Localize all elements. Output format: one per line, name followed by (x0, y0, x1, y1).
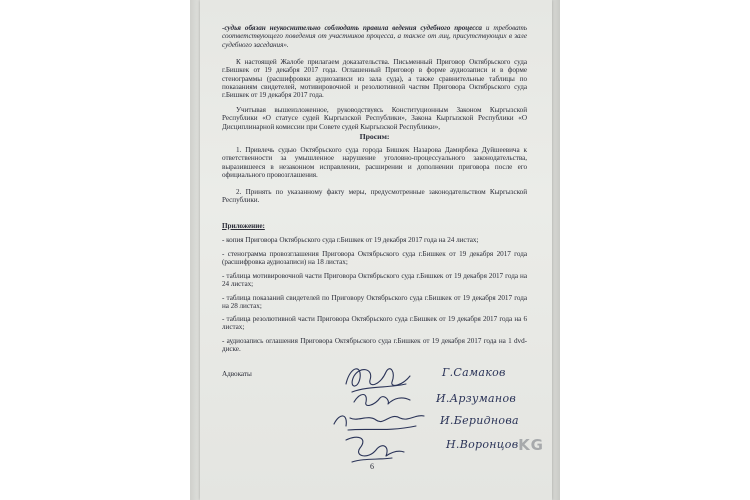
signature-name-2: И.Арзуманов (436, 392, 517, 405)
appendix-item: - копия Приговора Октябрьского суда г.Бишкек от 19 декабря 2017 года на 24 листах; (222, 236, 479, 244)
signature-name-1: Г.Самаков (442, 366, 506, 379)
watermark: KG (518, 436, 544, 454)
signers-label: Адвокаты (222, 370, 252, 378)
intro-rest-text: и требовать соответствующего поведения от участников процесса, а также от лиц, присутствующих в зале судебного заседания». (222, 24, 528, 49)
appendix-item: - таблица мотивировочной части Приговора Октябрьского суда г.Бишкек от 19 декабря 2017 года на 24 листах; (222, 272, 527, 289)
intro-paragraph (222, 24, 527, 49)
signature-name-4: Н.Воронцов (446, 438, 519, 451)
appendix-item: - таблица резолютивной части Приговора Октябрьского суда г.Бишкек от 19 декабря 2017 года на 6 листах; (222, 315, 527, 332)
document-photo (190, 0, 560, 500)
appendix-item: - таблица показаний свидетелей по Приговору Октябрьского суда г.Бишкек от 19 декабря 2017 года на 28 листах; (222, 294, 527, 311)
appendix-item: - аудиозапись оглашения Приговора Октябрьского суда г.Бишкек от 19 декабря 2017 года на 1 dvd-диске. (222, 337, 527, 354)
appendix-item: - стенограмма провозглашения Приговора Октябрьского суда г.Бишкек от 19 декабря 2017 года (расшифровка аудиозаписи) на 18 листах; (222, 250, 527, 267)
intro-bold-text: -судья обязан неукоснительно соблюдать правила ведения судебного процесса (222, 24, 482, 32)
signature-scribble-4 (338, 430, 408, 466)
signature-name-3: И.Бериднова (440, 414, 519, 427)
page-number: 6 (370, 462, 374, 471)
request-item-2: 2. Принять по указанному факту меры, предусмотренные законодательством Кыргызской Республики. (222, 188, 527, 205)
attachments-paragraph: К настоящей Жалобе прилагаем доказательства. Письменный Приговор Октябрьского суда г.Бишкек от 19 декабря 2017 года. Оглашенный Приговор в форме аудиозаписи и в форме стенограммы (расшифровки аудиозаписи из зала суда), а также сравнительные таблицы по показаниям свидетелей, мотивировочной и резолютивной частям Приговора Октябрьского суда г.Бишкек от 19 декабря 2017 года. (222, 58, 527, 100)
request-item-1: 1. Привлечь судью Октябрьского суда города Бишкек Назарова Дамирбека Дуйшеевича к ответственности за умышленное нарушение уголовно-процессуального законодательства, выразившееся в незаконном исправлении, расширении и дополнении приговора после его официального провозглашения. (222, 146, 527, 179)
appendix-heading-line (222, 222, 527, 230)
request-heading: Просим: (359, 132, 390, 141)
document-page (200, 0, 552, 500)
appendix-heading: Приложение: (222, 222, 265, 230)
guided-paragraph: Учитывая вышеизложенное, руководствуясь Конституционным Законом Кыргызской Республики «О статусе судей Кыргызской Республики», Закона Кыргызской Республики «О Дисциплинарной комиссии при Совете судей Кыргызской Республики», (222, 106, 527, 131)
